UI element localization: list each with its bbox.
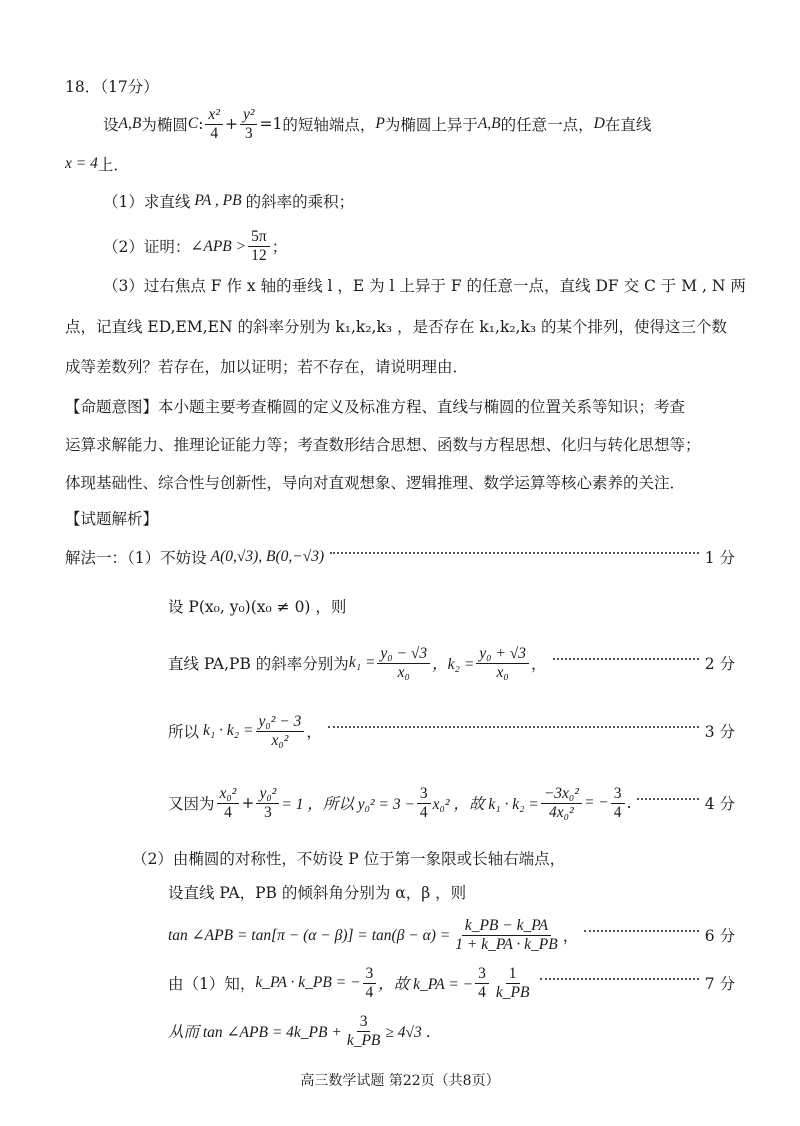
q1-text: （1）求直线 xyxy=(103,193,191,211)
step-math: + xyxy=(241,794,255,812)
q1-text: 的斜率的乘积； xyxy=(245,193,355,211)
step-math: k₁ · k₂ = xyxy=(203,722,254,739)
score-mark: 4 分 xyxy=(704,795,735,813)
ellipse-frac-x0: $\frac{\text{x₀²}}{4}$ xyxy=(217,785,240,822)
problem-stem-line2 xyxy=(65,153,129,175)
score-mark: 2 分 xyxy=(704,655,735,673)
reciprocal-fraction: $\frac{1}{k\_PB}$ xyxy=(495,964,530,1001)
score-mark: 7 分 xyxy=(704,975,735,993)
question-3-line1: （3）过右焦点 F 作 x 轴的垂线 l ，E 为 l 上异于 F 的任意一点，直线 DF 交 C 于 M , N 两 xyxy=(103,277,746,295)
part2-tan-formula xyxy=(168,912,735,958)
part2-line1: （2）由椭圆的对称性，不妨设 P 位于第一象限或长轴右端点， xyxy=(132,850,566,868)
solution-step-5 xyxy=(168,778,735,828)
dot-leader xyxy=(540,978,698,980)
solution-step-3 xyxy=(168,640,735,686)
three-quarters-fraction: $\frac{3}{4}$ xyxy=(475,965,489,1002)
question-2 xyxy=(103,226,287,266)
question-3-line2: 点，记直线 ED,EM,EN 的斜率分别为 k₁,k₂,k₃ ，是否存在 k₁,k₂,k₃ 的某个排列，使得这三个数 xyxy=(65,318,728,336)
step-math: ，k₂ = xyxy=(432,656,475,673)
stem-math: =1 xyxy=(259,115,283,133)
k2-fraction: $\frac{\text{y₀ + √3}}{\text{x₀}}$ xyxy=(476,645,529,682)
dot-leader xyxy=(328,726,699,728)
dot-leader xyxy=(330,552,699,554)
solution-step-1 xyxy=(65,546,735,568)
three-over-kpb-fraction: $\frac{3}{k\_PB}$ xyxy=(346,1012,381,1049)
stem-text: 的任意一点， xyxy=(500,116,594,134)
intent-line3: 体现基础性、综合性与创新性，导向对直观想象、逻辑推理、数学运算等核心素养的关注． xyxy=(65,474,686,492)
stem-math: x = 4 xyxy=(65,155,98,172)
intent-line1: 【命题意图】本小题主要考查椭圆的定义及标准方程、直线与椭圆的位置关系等知识；考查 xyxy=(65,398,686,416)
intent-line2: 运算求解能力、推理论证能力等；考查数形结合思想、函数与方程思想、化归与转化思想等； xyxy=(65,436,701,454)
part2-line2: 设直线 PA，PB 的倾斜角分别为 α，β ，则 xyxy=(168,884,467,902)
q2-fraction: $\frac{5\pi}{12}$ xyxy=(248,228,270,265)
dot-leader xyxy=(553,658,699,660)
step-text: ， xyxy=(562,927,579,945)
score-mark: 1 分 xyxy=(704,549,735,567)
ellipse-fraction-x: $\frac{\text{x²}}{4}$ xyxy=(205,106,223,143)
step-text: 直线 PA,PB 的斜率分别为 xyxy=(168,655,349,673)
page-footer: 高三数学试题 第22页（共8页） xyxy=(300,1073,500,1089)
step-math: tan ∠APB = tan[π − (α − β)] = tan(β − α) = xyxy=(168,926,451,944)
stem-text: 设 xyxy=(103,116,119,134)
ellipse-name: C xyxy=(187,115,199,132)
step-text: 由（1）知， xyxy=(168,975,256,993)
question-1 xyxy=(103,190,354,212)
q1-math: PA , PB xyxy=(194,192,242,209)
q2-math: ∠APB > xyxy=(190,237,247,255)
ellipse-fraction-y: $\frac{\text{y²}}{3}$ xyxy=(240,106,258,143)
stem-text: 为椭圆上异于 xyxy=(384,116,478,134)
stem-math: A,B xyxy=(477,115,501,132)
step-math: = − xyxy=(583,794,609,811)
k1-fraction: $\frac{\text{y₀ − √3}}{\text{x₀}}$ xyxy=(377,645,430,682)
step-math: k₁ = xyxy=(348,654,376,671)
problem-number: 18．（17分） xyxy=(65,78,159,96)
dot-leader xyxy=(637,798,698,800)
stem-math: A,B xyxy=(118,115,142,132)
stem-text: 上． xyxy=(97,156,129,174)
tan-difference-fraction: $\frac{k\_PB - k\_PA}{1 + k\_PA \cdot k\_PB}$ xyxy=(455,916,558,953)
problem-stem-line1: 设 A,B 为椭圆 C : $\frac{\text{x²}}{4}$ + $\frac{\text{y²}}{3}$ =1 的短轴端点， P 为椭圆上异于 A,B 的任意一点， D 在直线 xyxy=(103,105,652,142)
step-math: = 1 ，所以 y₀² = 3 − xyxy=(281,796,415,813)
stem-text: 在直线 xyxy=(604,116,652,134)
step-math: x₀² ，故 k₁ · k₂ = xyxy=(432,796,539,813)
stem-text: 的短轴端点， xyxy=(282,116,376,134)
part2-slope-relation xyxy=(168,960,735,1006)
product-result-fraction: $\frac{\text{−3x₀²}}{\text{4x₀²}}$ xyxy=(541,785,582,822)
q2-text: ； xyxy=(271,238,288,256)
question-3-line3: 成等差数列？若存在，加以证明；若不存在，请说明理由． xyxy=(65,358,469,376)
step-text: ， xyxy=(306,723,322,741)
solution-step-4 xyxy=(168,708,735,754)
stem-math: P xyxy=(375,115,385,132)
step-math: A(0,√3), B(0,−√3) xyxy=(210,548,325,565)
step-math: k_PA · k_PB = − xyxy=(255,974,361,991)
ellipse-frac-y0: $\frac{\text{y₀²}}{3}$ xyxy=(256,785,279,822)
step-math: 从而 tan ∠APB = 4k_PB + xyxy=(168,1024,342,1041)
q2-text: （2）证明： xyxy=(103,238,191,256)
solution-step-2: 设 P(x₀, y₀)(x₀ ≠ 0) ，则 xyxy=(168,598,347,616)
part2-final xyxy=(168,1008,441,1054)
score-mark: 6 分 xyxy=(704,927,735,945)
product-fraction: $\frac{\text{y₀² − 3}}{\text{x₀²}}$ xyxy=(256,713,305,750)
step-text: 所以 xyxy=(168,723,200,741)
step-math: ≥ 4√3 ． xyxy=(385,1024,442,1041)
minus-three-quarters-fraction: $\frac{3}{4}$ xyxy=(363,965,377,1002)
step-math: ，故 k_PA = − xyxy=(378,976,474,993)
step-label: 解法一：（1）不妨设 xyxy=(65,549,207,567)
stem-math: D xyxy=(593,115,605,132)
step-text: ， xyxy=(531,655,547,673)
dot-leader xyxy=(584,930,698,932)
stem-text: 为椭圆 xyxy=(141,116,188,134)
step-text: . xyxy=(626,794,632,812)
score-mark: 3 分 xyxy=(704,723,735,741)
step-text: 又因为 xyxy=(168,795,215,813)
analysis-header: 【试题解析】 xyxy=(65,510,159,528)
three-quarters-fraction: $\frac{3}{4}$ xyxy=(417,785,431,822)
minus-three-quarters-fraction: $\frac{3}{4}$ xyxy=(611,785,625,822)
